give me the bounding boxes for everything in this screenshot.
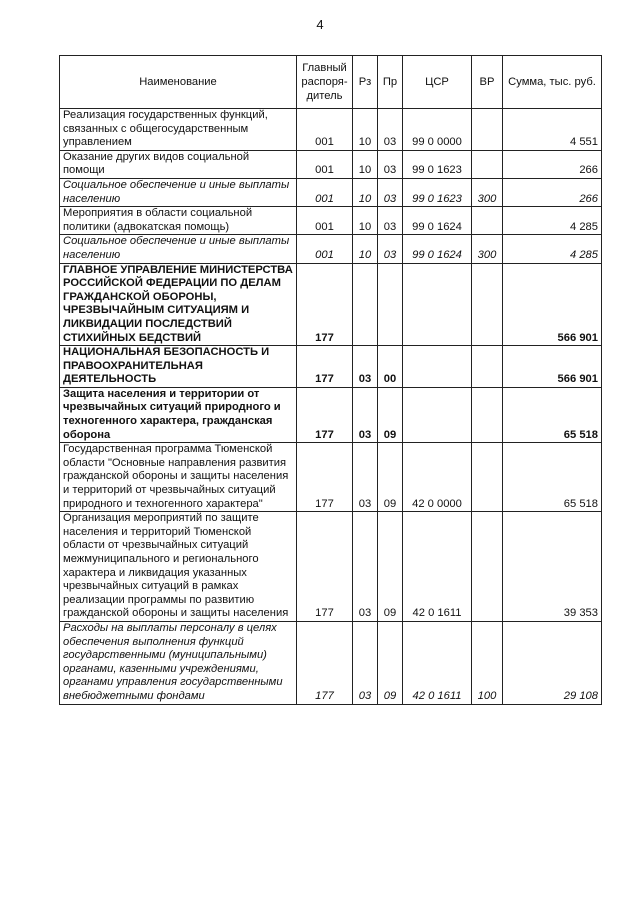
cell-rz: 10 bbox=[353, 150, 378, 178]
cell-vr bbox=[472, 109, 503, 151]
cell-rz: 10 bbox=[353, 109, 378, 151]
cell-vr bbox=[472, 443, 503, 512]
page-number: 4 bbox=[316, 17, 324, 32]
cell-name: Защита населения и территории от чрезвычайных ситуаций природного и техногенного характера, гражданская оборона bbox=[60, 387, 297, 442]
cell-name: Социальное обеспечение и иные выплаты населению bbox=[60, 235, 297, 263]
cell-admin: 001 bbox=[297, 235, 353, 263]
table-row bbox=[60, 387, 602, 442]
cell-sum: 39 353 bbox=[503, 512, 602, 622]
cell-pr: 09 bbox=[378, 621, 403, 704]
cell-admin: 177 bbox=[297, 621, 353, 704]
cell-admin: 001 bbox=[297, 207, 353, 235]
cell-csr bbox=[403, 387, 472, 442]
cell-rz: 10 bbox=[353, 235, 378, 263]
table-row bbox=[60, 263, 602, 346]
cell-admin: 177 bbox=[297, 387, 353, 442]
cell-pr: 00 bbox=[378, 346, 403, 388]
cell-admin: 001 bbox=[297, 109, 353, 151]
cell-admin: 177 bbox=[297, 263, 353, 346]
cell-sum: 4 285 bbox=[503, 207, 602, 235]
cell-vr bbox=[472, 150, 503, 178]
cell-pr: 09 bbox=[378, 387, 403, 442]
cell-name: Организация мероприятий по защите населения и территорий Тюменской области от чрезвычайных ситуаций межмуниципального и регионального характера и ликвидация указанных чрезвычайных ситуаций в рамках реализации программы по развитию гражданской обороны и защиты населения bbox=[60, 512, 297, 622]
header-admin: Главный распоря-дитель bbox=[297, 56, 353, 109]
cell-sum: 266 bbox=[503, 150, 602, 178]
table-row bbox=[60, 346, 602, 388]
table-row bbox=[60, 178, 602, 206]
cell-name: Государственная программа Тюменской области "Основные направления развития гражданской обороны и защиты населения и территорий от чрезвычайных ситуаций природного и техногенного характера" bbox=[60, 443, 297, 512]
cell-vr: 300 bbox=[472, 235, 503, 263]
cell-rz bbox=[353, 263, 378, 346]
cell-admin: 177 bbox=[297, 512, 353, 622]
cell-name: НАЦИОНАЛЬНАЯ БЕЗОПАСНОСТЬ И ПРАВООХРАНИТЕЛЬНАЯ ДЕЯТЕЛЬНОСТЬ bbox=[60, 346, 297, 388]
cell-csr: 99 0 0000 bbox=[403, 109, 472, 151]
cell-admin: 001 bbox=[297, 178, 353, 206]
table-row bbox=[60, 207, 602, 235]
cell-sum: 4 551 bbox=[503, 109, 602, 151]
cell-vr: 300 bbox=[472, 178, 503, 206]
cell-name: Социальное обеспечение и иные выплаты населению bbox=[60, 178, 297, 206]
cell-pr: 03 bbox=[378, 109, 403, 151]
cell-sum: 566 901 bbox=[503, 346, 602, 388]
cell-name: Реализация государственных функций, связанных с общегосударственным управлением bbox=[60, 109, 297, 151]
cell-csr: 42 0 1611 bbox=[403, 621, 472, 704]
table-row bbox=[60, 109, 602, 151]
table-row bbox=[60, 512, 602, 622]
table-row bbox=[60, 621, 602, 704]
cell-csr: 99 0 1624 bbox=[403, 207, 472, 235]
cell-sum: 65 518 bbox=[503, 387, 602, 442]
header-csr: ЦСР bbox=[403, 56, 472, 109]
table-header-row bbox=[60, 56, 602, 109]
header-vr: ВР bbox=[472, 56, 503, 109]
cell-name: Расходы на выплаты персоналу в целях обеспечения выполнения функций государственными (муниципальными) органами, казенными учреждениями, органами управления государственными внебюджетными фондами bbox=[60, 621, 297, 704]
cell-csr bbox=[403, 346, 472, 388]
cell-csr: 99 0 1623 bbox=[403, 150, 472, 178]
cell-pr: 03 bbox=[378, 150, 403, 178]
header-name: Наименование bbox=[60, 56, 297, 109]
cell-admin: 001 bbox=[297, 150, 353, 178]
table-row bbox=[60, 150, 602, 178]
cell-csr bbox=[403, 263, 472, 346]
cell-csr: 42 0 0000 bbox=[403, 443, 472, 512]
cell-sum: 266 bbox=[503, 178, 602, 206]
header-sum: Сумма, тыс. руб. bbox=[503, 56, 602, 109]
cell-vr bbox=[472, 512, 503, 622]
table-row bbox=[60, 235, 602, 263]
header-pr: Пр bbox=[378, 56, 403, 109]
cell-csr: 99 0 1623 bbox=[403, 178, 472, 206]
cell-rz: 03 bbox=[353, 621, 378, 704]
cell-vr bbox=[472, 207, 503, 235]
cell-vr bbox=[472, 387, 503, 442]
cell-name: Мероприятия в области социальной политики (адвокатская помощь) bbox=[60, 207, 297, 235]
cell-admin: 177 bbox=[297, 443, 353, 512]
table-row bbox=[60, 443, 602, 512]
header-rz: Рз bbox=[353, 56, 378, 109]
cell-sum: 566 901 bbox=[503, 263, 602, 346]
cell-vr bbox=[472, 346, 503, 388]
cell-pr: 09 bbox=[378, 443, 403, 512]
cell-pr: 03 bbox=[378, 178, 403, 206]
cell-rz: 10 bbox=[353, 207, 378, 235]
cell-vr: 100 bbox=[472, 621, 503, 704]
cell-sum: 4 285 bbox=[503, 235, 602, 263]
cell-rz: 03 bbox=[353, 443, 378, 512]
cell-rz: 10 bbox=[353, 178, 378, 206]
cell-rz: 03 bbox=[353, 387, 378, 442]
cell-pr: 03 bbox=[378, 235, 403, 263]
cell-pr: 03 bbox=[378, 207, 403, 235]
cell-rz: 03 bbox=[353, 512, 378, 622]
cell-pr bbox=[378, 263, 403, 346]
cell-sum: 65 518 bbox=[503, 443, 602, 512]
cell-name: ГЛАВНОЕ УПРАВЛЕНИЕ МИНИСТЕРСТВА РОССИЙСКОЙ ФЕДЕРАЦИИ ПО ДЕЛАМ ГРАЖДАНСКОЙ ОБОРОНЫ, ЧРЕЗВЫЧАЙНЫМ СИТУАЦИЯМ И ЛИКВИДАЦИИ ПОСЛЕДСТВИЙ СТИХИЙНЫХ БЕДСТВИЙ bbox=[60, 263, 297, 346]
cell-admin: 177 bbox=[297, 346, 353, 388]
cell-csr: 42 0 1611 bbox=[403, 512, 472, 622]
cell-sum: 29 108 bbox=[503, 621, 602, 704]
cell-vr bbox=[472, 263, 503, 346]
budget-table bbox=[59, 55, 602, 705]
cell-csr: 99 0 1624 bbox=[403, 235, 472, 263]
cell-name: Оказание других видов социальной помощи bbox=[60, 150, 297, 178]
cell-rz: 03 bbox=[353, 346, 378, 388]
cell-pr: 09 bbox=[378, 512, 403, 622]
